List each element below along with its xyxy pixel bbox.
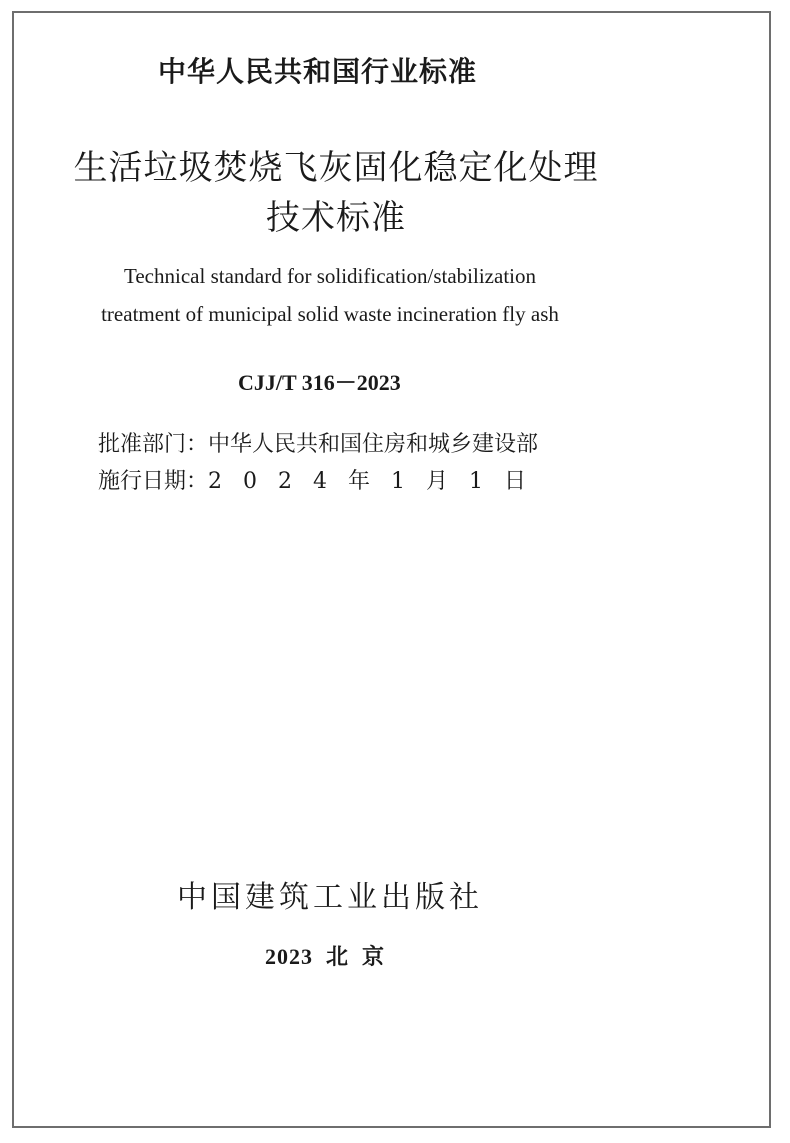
approval-label: 批准部门： [98, 432, 209, 457]
title-zh-line2: 技术标准 [266, 198, 406, 238]
standard-code: CJJ/T 316－2023 [238, 370, 401, 395]
approval-value: 中华人民共和国住房和城乡建设部 [208, 432, 539, 457]
title-en-line2: treatment of municipal solid waste incineration fly ash [101, 302, 559, 326]
effective-date [98, 464, 526, 495]
publisher: 中国建筑工业出版社 [177, 880, 483, 915]
title-en-line1: Technical standard for solidification/stabilization [124, 264, 536, 288]
standard-category: 中华人民共和国行业标准 [158, 55, 478, 88]
effective-label: 施行日期： [98, 469, 209, 494]
publication-place-year: 2023 北 京 [265, 944, 386, 969]
effective-value: 2 0 2 4 年 1 月 1 日 [208, 469, 526, 494]
title-zh-line1: 生活垃圾焚烧飞灰固化稳定化处理 [73, 148, 599, 188]
approval-department [98, 427, 538, 458]
